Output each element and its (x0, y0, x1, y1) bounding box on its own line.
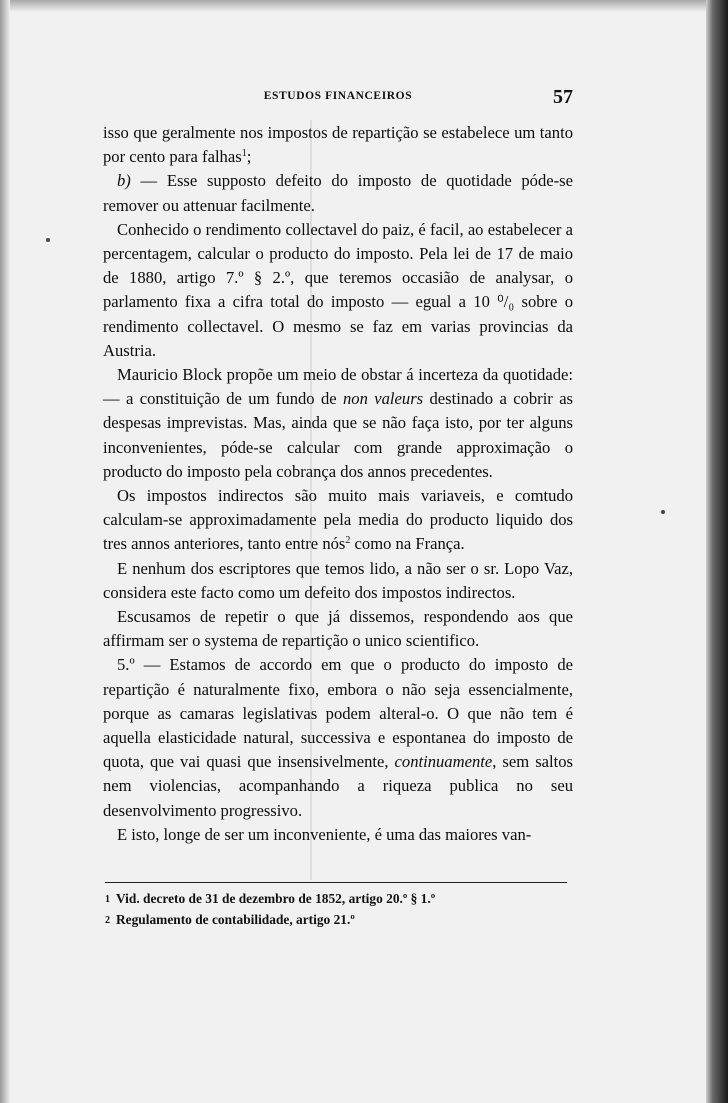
text-run: E isto, longe de ser um inconveniente, é uma das maiores van- (117, 824, 532, 844)
running-header (103, 86, 573, 110)
footnote-text: Vid. decreto de 31 de dezembro de 1852, artigo 20.º § 1.º (116, 891, 436, 906)
text-run: como na França. (350, 534, 465, 554)
print-speck (46, 238, 50, 242)
paragraph (103, 823, 573, 847)
text-run: Os impostos indirectos são muito mais variaveis, e comtudo calculam-se approximadamente pela media do producto liquido dos tres annos anteriores, tanto entre nós (103, 486, 573, 554)
page-left-shadow (0, 0, 10, 1103)
paragraph (103, 218, 573, 363)
italic-phrase: non valeurs (343, 389, 424, 409)
running-title: ESTUDOS FINANCEIROS (263, 90, 413, 102)
page-top-shadow (0, 0, 728, 12)
paragraph (103, 484, 573, 557)
text-run: destinado a cobrir as despesas imprevistas. Mas, ainda que se não faça isto, por ter alguns inconvenientes, póde-se calcular com grande approximação o producto do imposto pela cobrança dos annos precedentes. (103, 389, 574, 481)
paragraph (103, 363, 573, 484)
footnote-divider (105, 882, 567, 883)
paragraph (103, 653, 573, 822)
paragraph (103, 121, 573, 169)
text-run: , sem saltos nem violencias, acompanhando a riqueza publica no seu desenvolvimento progressivo. (103, 752, 573, 820)
print-speck (661, 510, 665, 514)
page-right-gutter (706, 0, 728, 1103)
body-text (103, 121, 573, 847)
text-run: — Esse supposto defeito do imposto de quotidade póde-se remover ou attenuar facilmente. (103, 171, 573, 215)
text-run: 5.º — Estamos de accordo em que o producto do imposto de repartição é naturalmente fixo, embora o não seja essencialmente, porque as camaras legislativas podem alteral-o. O que não tem é aquella elasticidade natural, successiva e espontanea do imposto de quota, que vai quasi que insensivelmente, (103, 655, 573, 772)
text-run: sobre o rendimento collectavel. O mesmo se faz em varias provincias da Austria. (103, 292, 573, 360)
text-run: Escusamos de repetir o que já dissemos, respondendo aos que affirmam ser o systema de repartição o unico scientifico. (103, 607, 573, 651)
footnote-ref: 2 (345, 535, 351, 547)
item-marker: b) (117, 171, 131, 191)
footnote-number: 1 (105, 894, 110, 905)
footnote-number: 2 (105, 915, 110, 926)
footnote (105, 910, 575, 931)
footnote-text: Regulamento de contabilidade, artigo 21.º (116, 912, 355, 927)
page-number: 57 (553, 86, 573, 108)
percent-sign: ⁰/₀ (497, 292, 515, 312)
paragraph (103, 605, 573, 653)
footnote (105, 889, 575, 910)
text-run: Conhecido o rendimento collectavel do paiz, é facil, ao estabelecer a percentagem, calcular o producto do imposto. Pela lei de 17 de maio de 1880, artigo 7.º § 2.º, que teremos occasião de analysar, o parlamento fixa a cifra total do imposto — egual a 10 (103, 219, 573, 312)
text-run: E nenhum dos escriptores que temos lido, a não ser o sr. Lopo Vaz, considera este facto como um defeito dos impostos indirectos. (103, 558, 573, 602)
footnotes (105, 889, 575, 931)
italic-phrase: continuamente (394, 752, 493, 772)
paragraph (103, 169, 573, 217)
text-run: Mauricio Block propõe um meio de obstar á incerteza da quotidade: — a constituição de um fundo de (103, 365, 573, 409)
footnote-ref: 1 (241, 148, 247, 160)
text-run: ; (246, 147, 252, 167)
paragraph (103, 557, 573, 605)
text-run: isso que geralmente nos impostos de repartição se estabelece um tanto por cento para falhas (103, 123, 573, 167)
